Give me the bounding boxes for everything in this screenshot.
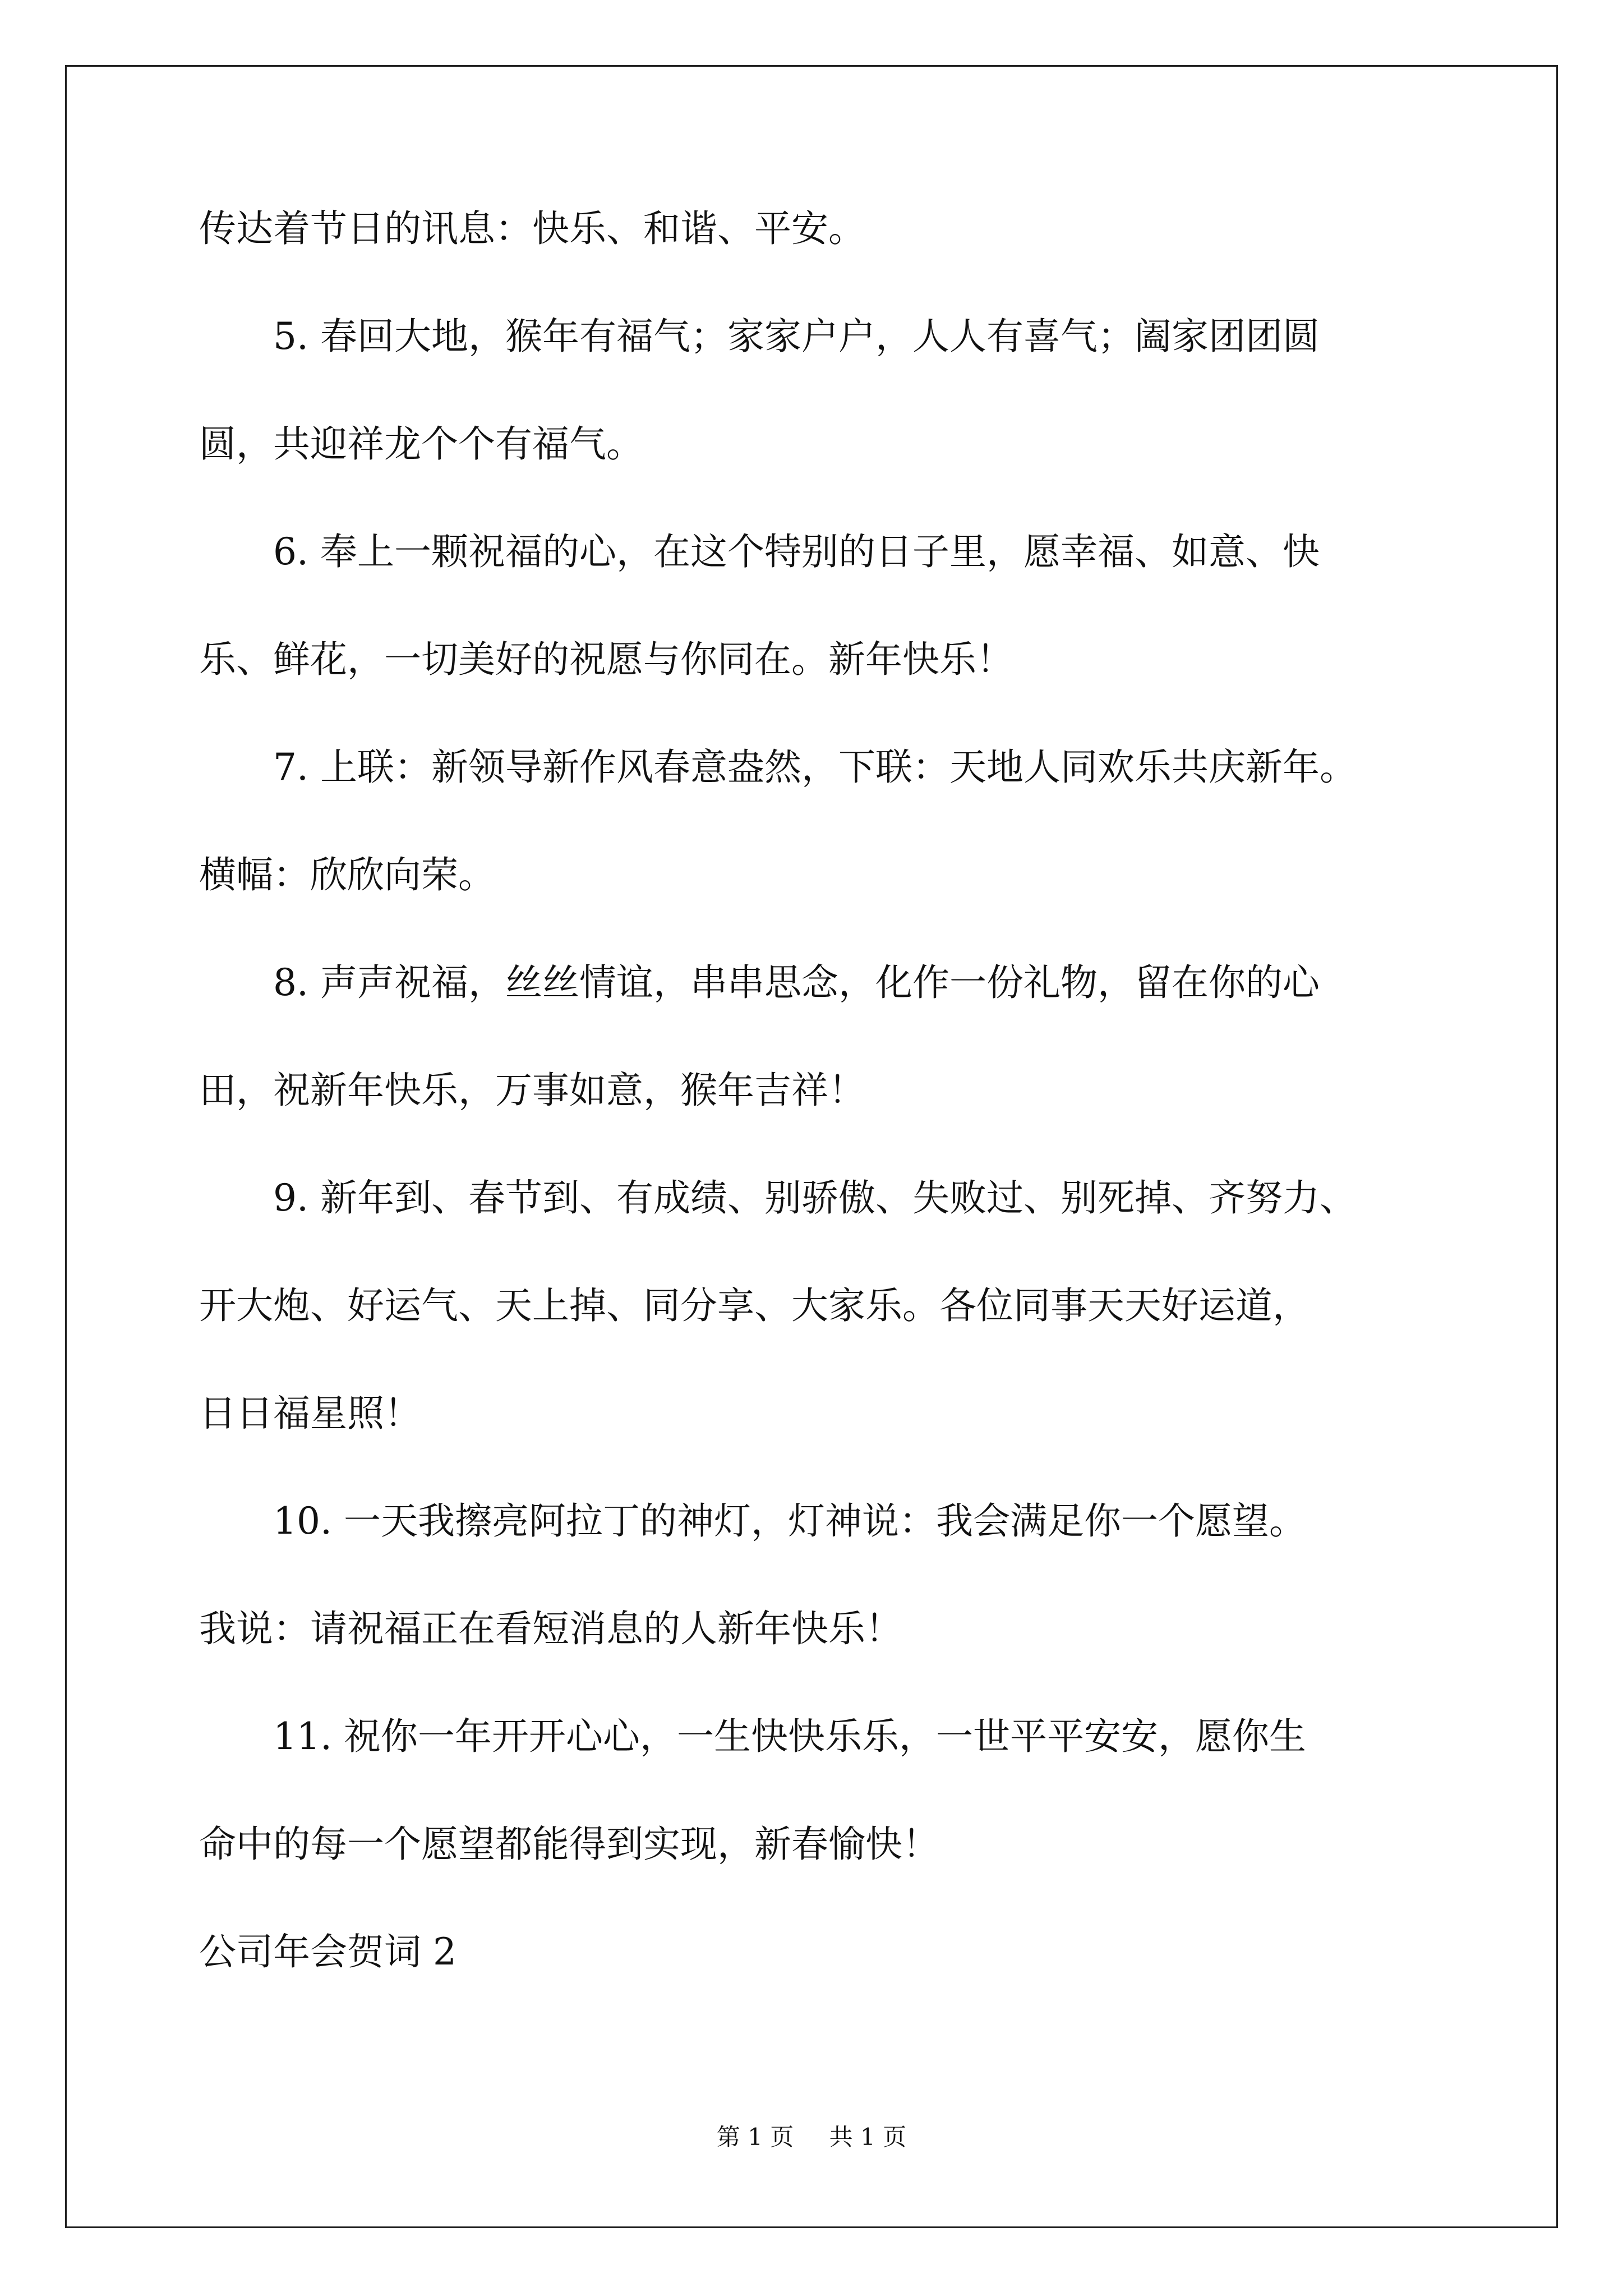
document-body	[199, 202, 1430, 1979]
paragraph-line: 7. 上联：新领导新作风春意盎然，下联：天地人同欢乐共庆新年。	[273, 746, 1357, 789]
paragraph-line: 11. 祝你一年开开心心，一生快快乐乐，一世平平安安，愿你生	[273, 1715, 1306, 1758]
page-footer	[0, 2120, 1623, 2154]
paragraph-line: 圆，共迎祥龙个个有福气。	[199, 422, 643, 466]
paragraph-line: 开大炮、好运气、天上掉、同分享、大家乐。各位同事天天好运道，	[199, 1284, 1310, 1327]
paragraph-line: 乐、鲜花，一切美好的祝愿与你同在。新年快乐！	[199, 638, 1013, 681]
paragraph-8	[199, 956, 1430, 1117]
paragraph-line: 9. 新年到、春节到、有成绩、别骄傲、失败过、别死掉、齐努力、	[273, 1176, 1357, 1220]
page-number-total: 共 1 页	[829, 2123, 907, 2151]
paragraph-line: 横幅：欣欣向荣。	[199, 853, 495, 896]
paragraph-line: 8. 声声祝福，丝丝情谊，串串思念，化作一份礼物，留在你的心	[273, 961, 1320, 1004]
paragraph-line: 10. 一天我擦亮阿拉丁的神灯，灯神说：我会满足你一个愿望。	[273, 1499, 1306, 1543]
paragraph-10	[199, 1494, 1430, 1656]
paragraph-7	[199, 740, 1430, 902]
paragraph-9	[199, 1171, 1430, 1441]
paragraph-5	[199, 310, 1430, 471]
paragraph-line: 我说：请祝福正在看短消息的人新年快乐！	[199, 1607, 902, 1650]
page-number-current: 第 1 页	[716, 2123, 794, 2151]
paragraph-line: 5. 春回大地，猴年有福气；家家户户，人人有喜气；阖家团团圆	[273, 315, 1320, 358]
paragraph-line: 田，祝新年快乐，万事如意，猴年吉祥！	[199, 1069, 865, 1112]
paragraph-line: 传达着节日的讯息：快乐、和谐、平安。	[199, 207, 865, 250]
paragraph-11	[199, 1710, 1430, 1871]
paragraph-line: 6. 奉上一颗祝福的心，在这个特别的日子里，愿幸福、如意、快	[273, 530, 1320, 573]
section-heading: 公司年会贺词 2	[199, 1930, 457, 1973]
paragraph-6	[199, 525, 1430, 687]
paragraph-line: 日日福星照！	[199, 1392, 421, 1435]
paragraph-intro	[199, 202, 1430, 256]
paragraph-line: 命中的每一个愿望都能得到实现，新春愉快！	[199, 1823, 939, 1866]
